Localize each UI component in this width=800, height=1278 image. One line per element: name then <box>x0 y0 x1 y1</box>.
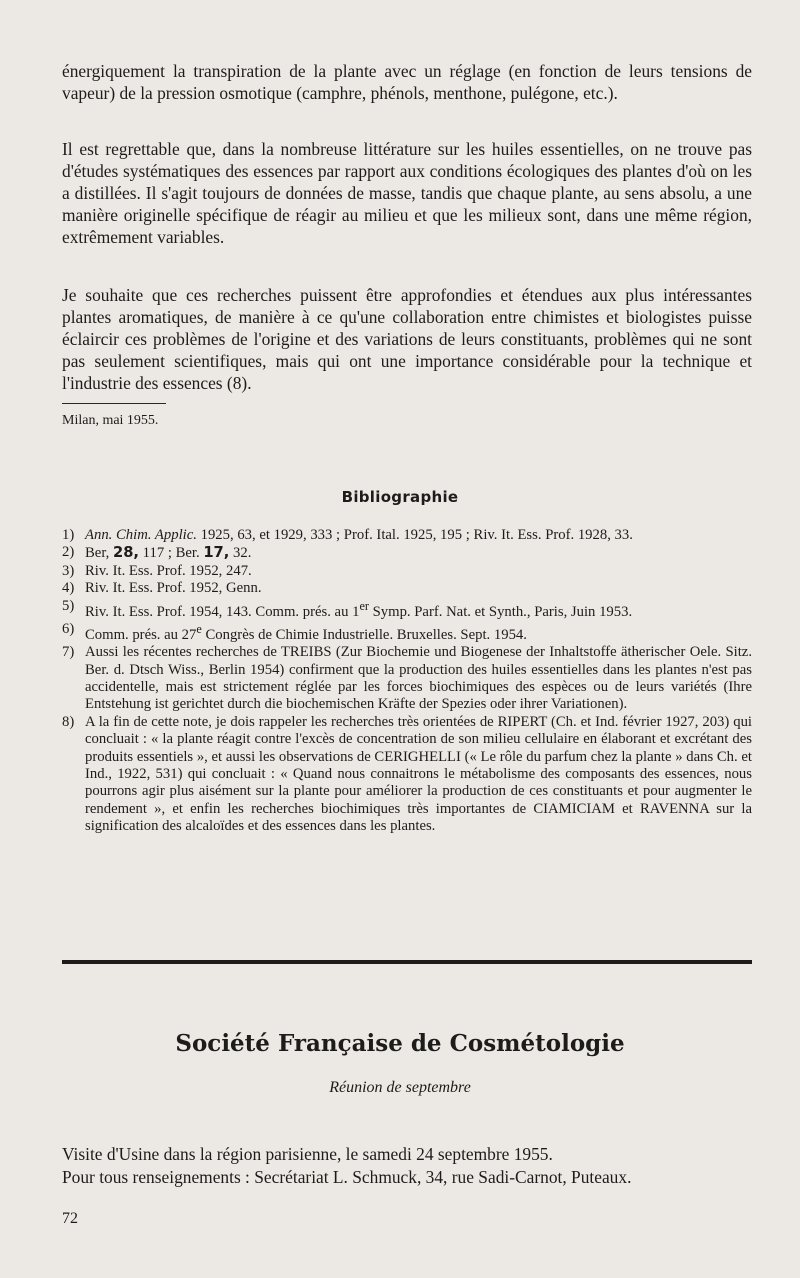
entry-text: Symp. Parf. Nat. et Synth., Paris, Juin 1953. <box>368 603 633 620</box>
page-number: 72 <box>62 1210 78 1227</box>
bibliography-entry <box>62 527 752 544</box>
bibliography-list <box>62 527 752 836</box>
superscript: e <box>196 621 202 636</box>
entry-text: Riv. It. Ess. Prof. 1952, 247. <box>85 562 252 579</box>
bibliography-entry <box>62 580 752 597</box>
entry-text: A la fin de cette note, je dois rappeler les recherches très orientées de RIPERT (Ch. et Ind. février 1927, 203) qui concluait : « la plante réagit contre l'excès de concentration de son milieu cellulaire en élaborant et excrétant des produits essentiels », et aussi les observations de CERIGHELLI (« Le rôle du parfum chez la plante » dans Ch. et Ind., 1922, 531) qui concluait : « Quand nous connaitrons le métabolisme des composants des essences, nous pourrons agir plus aisément sur la plante pour améliorer la production de ces constituants et pour augmenter le rendement », et enfin les recherches biochimiques très importantes de CIAMICIAM et RAVENNA sur la signification des alcaloïdes et des essences dans les plantes. <box>85 713 752 835</box>
meeting-subtitle: Réunion de septembre <box>329 1079 471 1096</box>
entry-text: 1925, 63, et 1929, 333 ; Prof. Ital. 1925, 195 ; Riv. It. Ess. Prof. 1928, 33. <box>196 527 633 543</box>
entry-text: Riv. It. Ess. Prof. 1954, 143. Comm. prés. au 1 <box>85 603 360 620</box>
entry-number: 5) <box>62 597 75 614</box>
entry-text: Comm. prés. au 27 <box>85 626 197 643</box>
section-divider <box>62 960 752 964</box>
entry-number: 4) <box>62 580 75 597</box>
visit-announcement <box>62 1143 762 1189</box>
superscript: er <box>359 598 369 613</box>
entry-number: 1) <box>62 527 75 543</box>
paragraph-3: Je souhaite que ces recherches puissent être approfondies et étendues aux plus intéressantes plantes aromatiques, de manière à ce qu'une collaboration entre chimistes et biologistes puisse éclaircir ces problèmes de l'origine et des variations de leurs constituants, problèmes qui ne sont pas seulement scientifiques, mais qui ont une importance considérable pour la technique et l'industrie des essences (8). <box>62 285 752 393</box>
entry-number: 8) <box>62 713 75 730</box>
volume-number: 28, <box>112 544 139 562</box>
bibliography-entry <box>62 598 752 621</box>
bibliography-entry <box>62 563 752 580</box>
entry-text: Ber, <box>85 545 113 562</box>
contact-line: Pour tous renseignements : Secrétariat L. Schmuck, 34, rue Sadi-Carnot, Puteaux. <box>62 1167 632 1187</box>
bibliography-entry <box>62 621 752 644</box>
entry-text: 117 ; Ber. <box>139 545 204 562</box>
entry-text: Riv. It. Ess. Prof. 1952, Genn. <box>85 580 262 597</box>
visit-line: Visite d'Usine dans la région parisienne, le samedi 24 septembre 1955. <box>62 1144 553 1164</box>
bibliography-heading: Bibliographie <box>341 488 459 506</box>
entry-number: 7) <box>62 644 75 661</box>
journal-title: Ann. Chim. Applic. <box>85 527 197 543</box>
bibliography-entry <box>62 714 752 836</box>
entry-text: Congrès de Chimie Industrielle. Bruxelles. Sept. 1954. <box>201 626 527 643</box>
bibliography-entry <box>62 644 752 714</box>
volume-number: 17, <box>203 544 230 562</box>
entry-text: Aussi les récentes recherches de TREIBS (Zur Biochemie und Biogenese der Inhaltstoffe ätherischer Oele. Sitz. Ber. d. Dtsch Wiss., Berlin 1954) confirment que la production des huiles essentielles dans les plantes n'est pas accidentelle, mais est strictement réglée par les forces biochimiques des espèces ou de leurs variétés (Ihre Entstehung ist gerichtet durch die biochemischen Kräfte der Spezies oder ihrer Variationen). <box>85 644 752 713</box>
society-title: Société Française de Cosmétologie <box>175 1030 625 1057</box>
paragraph-2: Il est regrettable que, dans la nombreuse littérature sur les huiles essentielles, on ne trouve pas d'études systématiques des essences par rapport aux conditions écologiques des plantes d'où on les a distillées. Il s'agit toujours de données de masse, tandis que chaque plante, au sens absolu, a une manière originelle spécifique de réagir au milieu et que les milieux sont, dans une même région, extrêmement variables. <box>62 139 752 247</box>
paragraph-1: énergiquement la transpiration de la plante avec un réglage (en fonction de leurs tensions de vapeur) de la pression osmotique (camphre, phénols, menthone, pulégone, etc.). <box>62 61 752 103</box>
separator-rule <box>62 403 166 404</box>
entry-text: 32. <box>229 545 252 562</box>
entry-number: 3) <box>62 562 75 579</box>
bibliography-entry <box>62 544 752 562</box>
place-date: Milan, mai 1955. <box>62 413 159 428</box>
entry-number: 2) <box>62 544 75 561</box>
entry-number: 6) <box>62 620 75 637</box>
